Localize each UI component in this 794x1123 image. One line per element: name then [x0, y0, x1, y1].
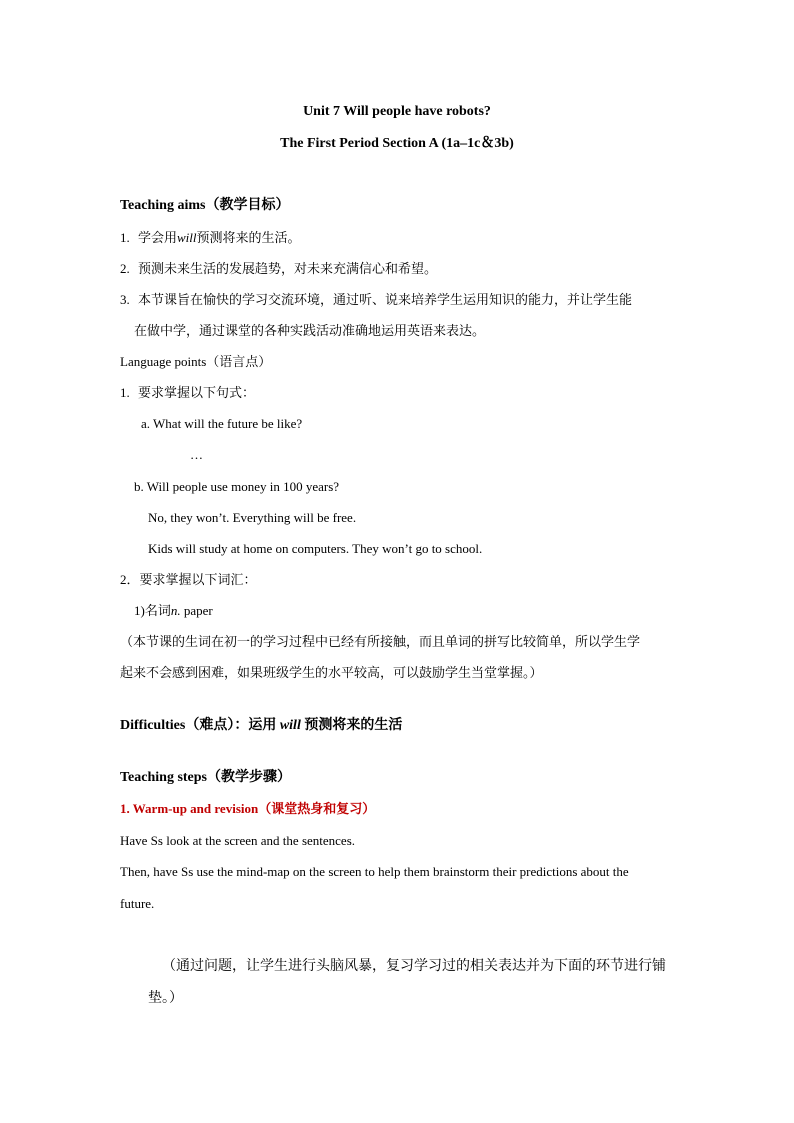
aim-item-3-continued: 在做中学，通过课堂的各种实践活动准确地运用英语来表达。 [134, 323, 486, 338]
requirement-text: 要求掌握以下句式： [138, 385, 256, 400]
sentence-b-answer-2: Kids will study at home on computers. They won’t go to school. [148, 541, 483, 556]
sentence-requirement [120, 384, 255, 402]
vocab-note-line-1: （本节课的生词在初一的学习过程中已经有所接触，而且单词的拼写比较简单，所以学生学 [120, 634, 641, 649]
difficulties-heading [120, 717, 402, 735]
teaching-aims-heading: Teaching aims（教学目标） [120, 198, 290, 213]
vocab-item [134, 602, 213, 620]
step-1-line-1: Have Ss look at the screen and the sentences. [120, 833, 356, 848]
aim-text: 预测未来生活的发展趋势，对未来充满信心和希望。 [138, 261, 438, 276]
item-number: 1. [120, 385, 130, 400]
aim-item-2 [120, 260, 437, 278]
step-1-note-line-2: 垫。） [148, 991, 183, 1006]
page-title: Unit 7 Will people have robots? [303, 104, 491, 119]
vocab-label: 1)名词 [134, 603, 171, 618]
aim-item-3 [120, 291, 632, 309]
part-of-speech: n. [170, 603, 181, 618]
vocab-word: paper [183, 603, 213, 618]
sentence-b: b. Will people use money in 100 years? [134, 479, 340, 494]
keyword-will: will [279, 718, 301, 733]
item-number: 1. [120, 230, 130, 245]
teaching-steps-heading: Teaching steps（教学步骤） [120, 770, 292, 785]
step-1-note-line-1: （通过问题，让学生进行头脑风暴，复习学习过的相关表达并为下面的环节进行铺 [162, 959, 666, 974]
ellipsis: … [190, 447, 203, 462]
aim-text: 学会用 [138, 230, 178, 245]
aim-item-1 [120, 229, 301, 247]
step-1-title: 1. Warm-up and revision（课堂热身和复习） [120, 801, 376, 816]
keyword-will: will [177, 230, 197, 245]
item-number: 2． [120, 572, 140, 587]
difficulties-label: Difficulties（难点）：运用 [120, 718, 277, 733]
sentence-a: a. What will the future be like? [141, 416, 303, 431]
language-points-heading: Language points（语言点） [120, 354, 272, 369]
difficulties-text: 预测将来的生活 [304, 718, 403, 733]
vocab-note-line-2: 起来不会感到困难，如果班级学生的水平较高，可以鼓励学生当堂掌握。） [120, 665, 543, 680]
aim-text: 本节课旨在愉快的学习交流环境，通过听、说来培养学生运用知识的能力，并让学生能 [138, 292, 633, 307]
vocab-requirement [120, 571, 257, 589]
item-number: 2. [120, 261, 130, 276]
requirement-text: 要求掌握以下词汇： [139, 572, 257, 587]
aim-text: 预测将来的生活。 [196, 230, 301, 245]
step-1-line-2: Then, have Ss use the mind-map on the screen to help them brainstorm their predictions about the [120, 864, 629, 879]
item-number: 3. [120, 292, 130, 307]
step-1-line-3: future. [120, 896, 155, 911]
page-subtitle: The First Period Section A (1a–1c＆3b) [280, 136, 514, 151]
sentence-b-answer-1: No, they won’t. Everything will be free. [148, 510, 357, 525]
